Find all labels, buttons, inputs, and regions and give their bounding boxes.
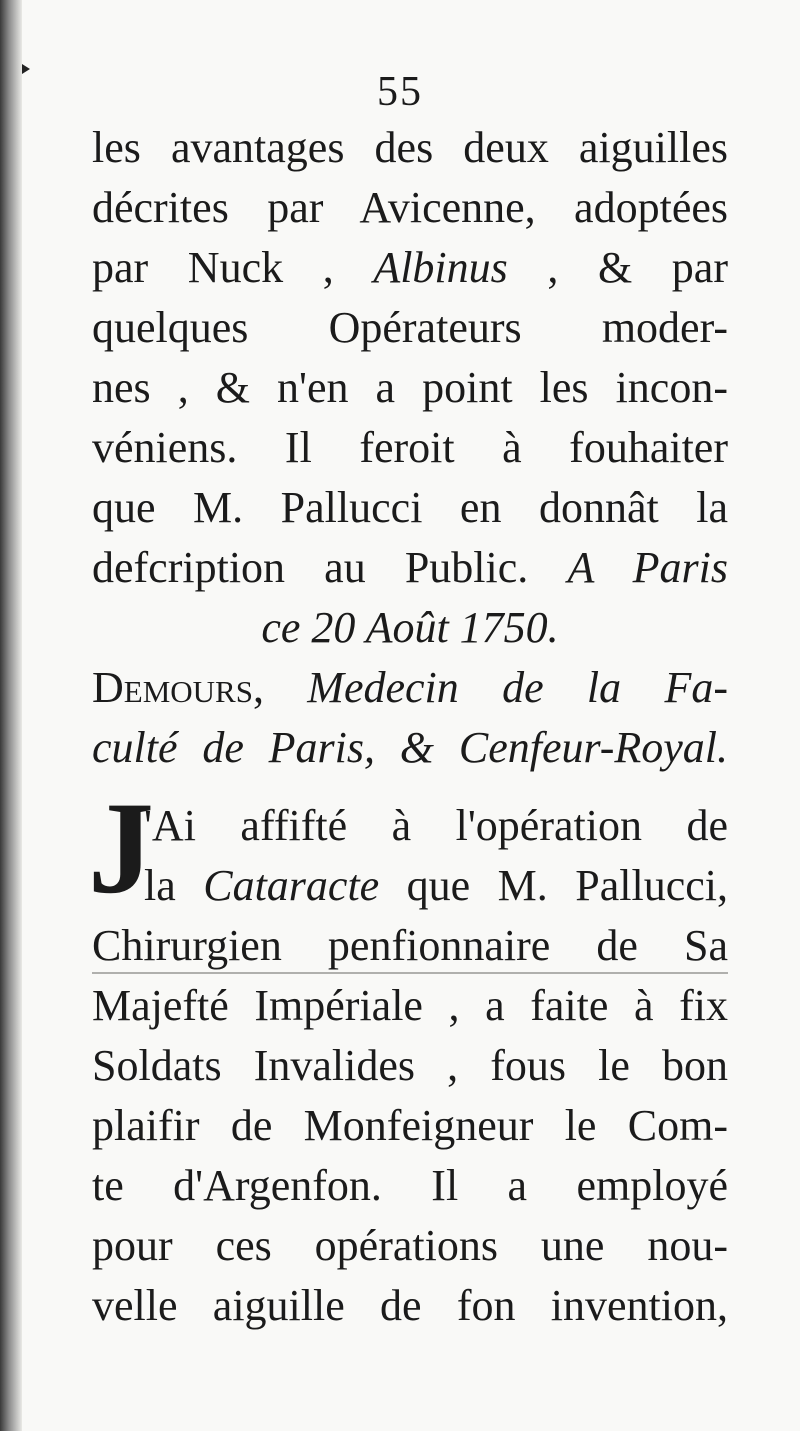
text-span: Medecin de la Fa- — [307, 663, 729, 712]
text-span: Chirurgien penfionnaire de Sa — [92, 921, 728, 970]
text-span: Demours — [92, 663, 253, 712]
text-span: , — [252, 663, 308, 712]
text-line — [92, 598, 728, 658]
text-span: , & par — [507, 243, 728, 292]
text-span: ce 20 Août 1750. — [261, 603, 559, 652]
text-line — [92, 1156, 728, 1216]
text-span: pour ces opérations une nou- — [92, 1221, 728, 1270]
text-line — [92, 718, 728, 778]
text-line — [92, 418, 728, 478]
text-span: la — [144, 861, 204, 910]
text-line — [92, 358, 728, 418]
page-gutter — [0, 0, 22, 1431]
page-number: 55 — [377, 69, 423, 115]
text-line — [92, 478, 728, 538]
text-span: defcription au Public. — [92, 543, 568, 592]
text-span: plaifir de Monfeigneur le Com- — [92, 1101, 728, 1150]
text-line — [92, 1276, 728, 1336]
text-line — [92, 298, 728, 358]
text-span: que M. Pallucci, — [379, 861, 728, 910]
text-line — [92, 178, 728, 238]
text-line — [92, 1216, 728, 1276]
text-span: 'Ai affifté à l'opération de — [144, 801, 728, 850]
text-span: décrites par Avicenne, adoptées — [92, 183, 728, 232]
text-span: Albinus — [373, 243, 508, 292]
text-span: que M. Pallucci en donnât la — [92, 483, 728, 532]
text-span: les avantages des deux aiguilles — [92, 123, 728, 172]
text-span: nes , & n'en a point les incon- — [92, 363, 728, 412]
text-line — [92, 238, 728, 298]
text-span: Majefté Impériale , a faite à fix — [92, 981, 728, 1030]
text-line — [92, 916, 728, 976]
text-span: culté de Paris, & Cenfeur-Royal. — [92, 723, 728, 772]
text-line — [144, 796, 728, 856]
drop-cap: J — [88, 774, 154, 921]
text-line — [92, 538, 728, 598]
text-span: velle aiguille de fon invention, — [92, 1281, 728, 1330]
text-line — [144, 856, 728, 916]
text-line — [92, 976, 728, 1036]
text-line — [92, 1096, 728, 1156]
text-line — [92, 1036, 728, 1096]
text-line — [92, 658, 728, 718]
text-span: quelques Opérateurs moder- — [92, 303, 728, 352]
text-span: Cataracte — [203, 861, 380, 910]
text-span: A Paris — [567, 543, 729, 592]
text-span: véniens. Il feroit à fouhaiter — [92, 423, 728, 472]
text-span: Soldats Invalides , fous le bon — [92, 1041, 728, 1090]
text-span: te d'Argenfon. Il a employé — [92, 1161, 728, 1210]
text-span: par Nuck , — [92, 243, 374, 292]
text-line — [92, 118, 728, 178]
